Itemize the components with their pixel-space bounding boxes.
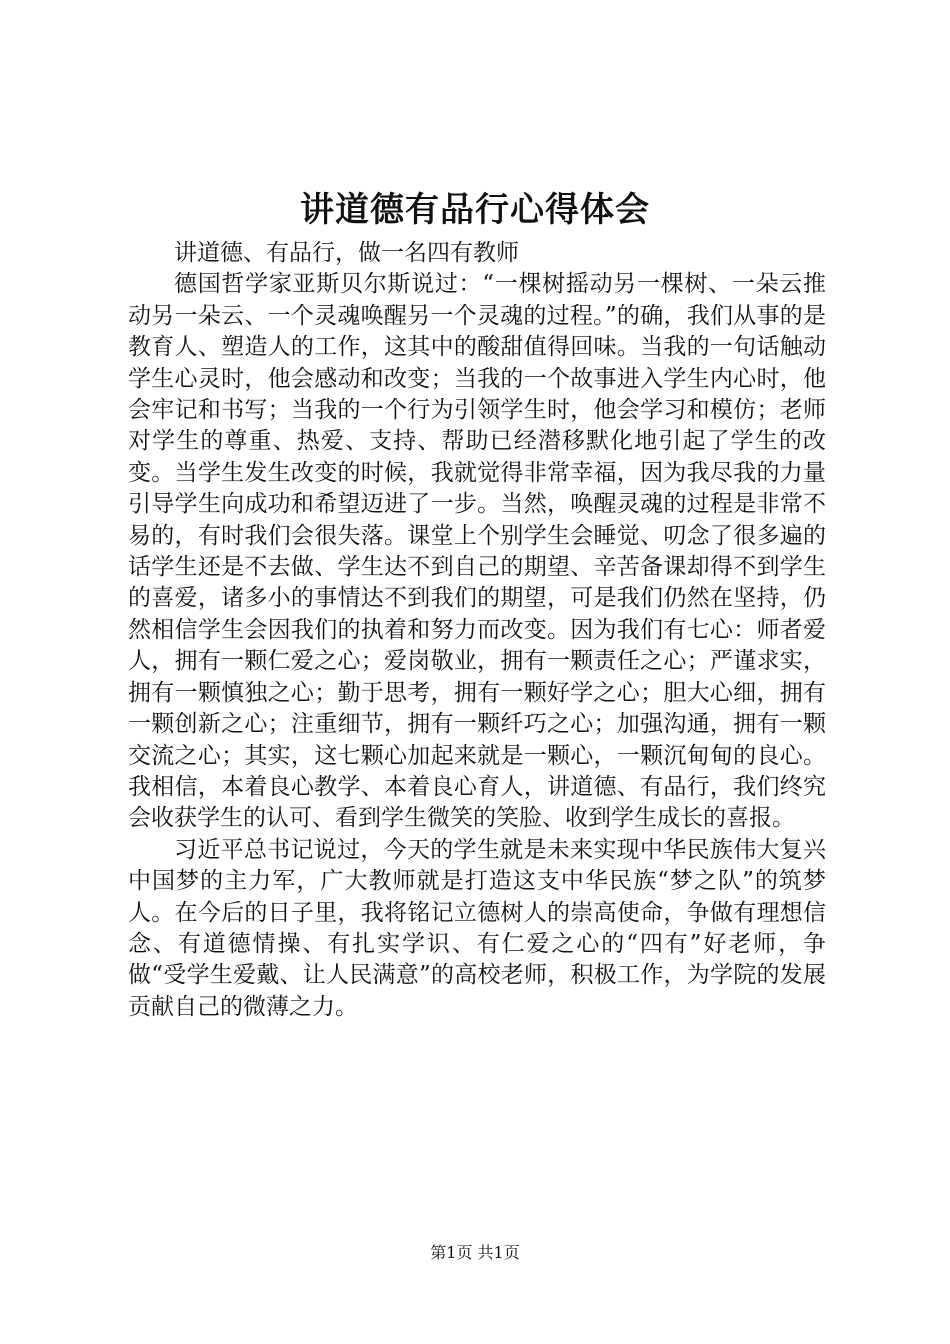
document-title: 讲道德有品行心得体会	[300, 190, 650, 230]
document-body	[128, 238, 826, 1023]
body-paragraph: 习近平总书记说过，今天的学生就是未来实现中华民族伟大复兴中国梦的主力军，广大教师就是打造这支中华民族“梦之队”的筑梦人。在今后的日子里，我将铭记立德树人的崇高使命，争做有理想信念、有道德情操、有扎实学识、有仁爱之心的“四有”好老师，争做“受学生爱戴、让人民满意”的高校老师，积极工作，为学院的发展贡献自己的微薄之力。	[128, 836, 826, 1020]
page-footer: 第1页 共1页	[430, 1243, 520, 1262]
body-paragraph: 德国哲学家亚斯贝尔斯说过：“一棵树摇动另一棵树、一朵云推动另一朵云、一个灵魂唤醒另一个灵魂的过程。”的确，我们从事的是教育人、塑造人的工作，这其中的酸甜值得回味。当我的一句话触动学生心灵时，他会感动和改变；当我的一个故事进入学生内心时，他会牢记和书写；当我的一个行为引领学生时，他会学习和模仿；老师对学生的尊重、热爱、支持、帮助已经潜移默化地引起了学生的改变。当学生发生改变的时候，我就觉得非常幸福，因为我尽我的力量引导学生向成功和希望迈进了一步。当然，唤醒灵魂的过程是非常不易的，有时我们会很失落。课堂上个别学生会睡觉、叨念了很多遍的话学生还是不去做、学生达不到自己的期望、辛苦备课却得不到学生的喜爱，诸多小的事情达不到我们的期望，可是我们仍然在坚持，仍然相信学生会因我们的执着和努力而改变。因为我们有七心：师者爱人，拥有一颗仁爱之心；爱岗敬业，拥有一颗责任之心；严谨求实，拥有一颗慎独之心；勤于思考，拥有一颗好学之心；胆大心细，拥有一颗创新之心；注重细节，拥有一颗纤巧之心；加强沟通，拥有一颗交流之心；其实，这七颗心加起来就是一颗心，一颗沉甸甸的良心。我相信，本着良心教学、本着良心育人，讲道德、有品行，我们终究会收获学生的认可、看到学生微笑的笑脸、收到学生成长的喜报。	[128, 271, 826, 832]
subtitle-paragraph: 讲道德、有品行，做一名四有教师	[174, 240, 519, 266]
